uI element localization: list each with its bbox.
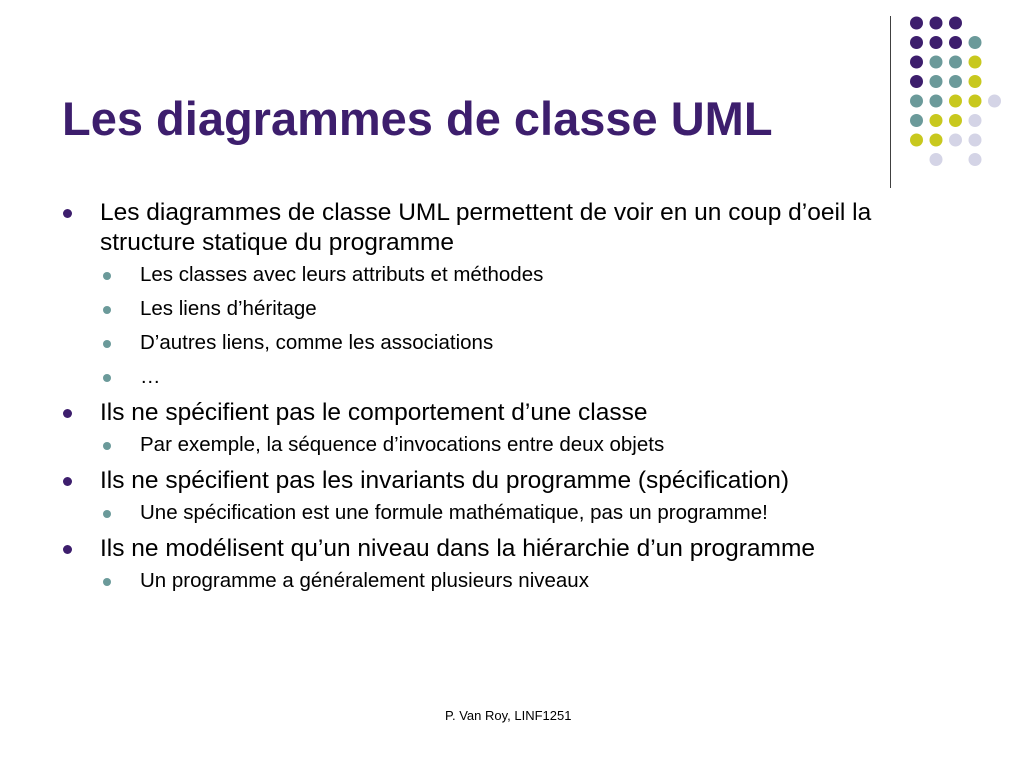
decorative-dot	[930, 17, 943, 30]
sub-bullet-marker	[103, 578, 111, 586]
decorative-dot	[910, 95, 923, 108]
sub-bullet-item	[100, 364, 960, 390]
bullet-marker	[63, 209, 72, 218]
slide-footer: P. Van Roy, LINF1251	[445, 708, 572, 723]
decorative-dot-grid	[0, 0, 1024, 180]
decorative-dot	[949, 36, 962, 49]
bullet-marker	[63, 409, 72, 418]
decorative-dot	[969, 56, 982, 69]
sub-bullet-item	[100, 262, 960, 288]
sub-bullet-text: Les liens d’héritage	[140, 297, 317, 320]
decorative-dot	[910, 134, 923, 147]
sub-bullet-marker	[103, 510, 111, 518]
sub-bullet-text: Un programme a généralement plusieurs niveaux	[140, 569, 589, 592]
bullet-item-4	[60, 534, 960, 594]
decorative-dot	[930, 95, 943, 108]
bullet-text: Ils ne modélisent qu’un niveau dans la hiérarchie d’un programme	[100, 535, 815, 562]
decorative-dot	[910, 114, 923, 127]
decorative-dot	[969, 153, 982, 166]
decorative-dot	[930, 153, 943, 166]
decorative-dot	[969, 95, 982, 108]
decorative-dot	[969, 36, 982, 49]
decorative-dot	[949, 75, 962, 88]
decorative-dot	[969, 134, 982, 147]
sub-bullet-list	[100, 500, 960, 526]
decorative-dot	[910, 75, 923, 88]
sub-bullet-marker	[103, 374, 111, 382]
bullet-list	[60, 198, 960, 602]
sub-bullet-list	[100, 568, 960, 594]
decorative-dot	[910, 36, 923, 49]
sub-bullet-marker	[103, 442, 111, 450]
sub-bullet-list	[100, 432, 960, 458]
bullet-text: Les diagrammes de classe UML permettent de voir en un coup d’oeil la structure statique du programme	[100, 199, 872, 256]
decorative-dot	[969, 75, 982, 88]
decorative-dot	[949, 134, 962, 147]
decorative-dot	[969, 114, 982, 127]
sub-bullet-item	[100, 330, 960, 356]
decorative-dot	[930, 75, 943, 88]
sub-bullet-marker	[103, 272, 111, 280]
decorative-dot	[930, 114, 943, 127]
sub-bullet-text: D’autres liens, comme les associations	[140, 331, 494, 354]
bullet-item-2	[60, 398, 960, 458]
sub-bullet-text: Les classes avec leurs attributs et méthodes	[140, 263, 544, 286]
bullet-marker	[63, 477, 72, 486]
decorative-dot	[910, 17, 923, 30]
decorative-dot	[930, 134, 943, 147]
decorative-dot	[930, 56, 943, 69]
bullet-item-1	[60, 198, 960, 390]
sub-bullet-item	[100, 568, 960, 594]
title-divider-line	[890, 16, 891, 188]
bullet-text: Ils ne spécifient pas les invariants du programme (spécification)	[100, 467, 790, 494]
decorative-dot	[949, 95, 962, 108]
decorative-dot	[949, 114, 962, 127]
sub-bullet-text: Par exemple, la séquence d’invocations entre deux objets	[140, 433, 665, 456]
sub-bullet-text: …	[140, 365, 161, 388]
bullet-marker	[63, 545, 72, 554]
sub-bullet-marker	[103, 340, 111, 348]
decorative-dot	[988, 95, 1001, 108]
bullet-item-3	[60, 466, 960, 526]
decorative-dot	[949, 17, 962, 30]
decorative-dot	[930, 36, 943, 49]
sub-bullet-text: Une spécification est une formule mathématique, pas un programme!	[140, 501, 768, 524]
decorative-dot	[949, 56, 962, 69]
bullet-text: Ils ne spécifient pas le comportement d’une classe	[100, 399, 648, 426]
slide-title: Les diagrammes de classe UML	[62, 92, 773, 145]
sub-bullet-marker	[103, 306, 111, 314]
sub-bullet-item	[100, 500, 960, 526]
sub-bullet-list	[100, 262, 960, 390]
sub-bullet-item	[100, 296, 960, 322]
sub-bullet-item	[100, 432, 960, 458]
decorative-dot	[910, 56, 923, 69]
